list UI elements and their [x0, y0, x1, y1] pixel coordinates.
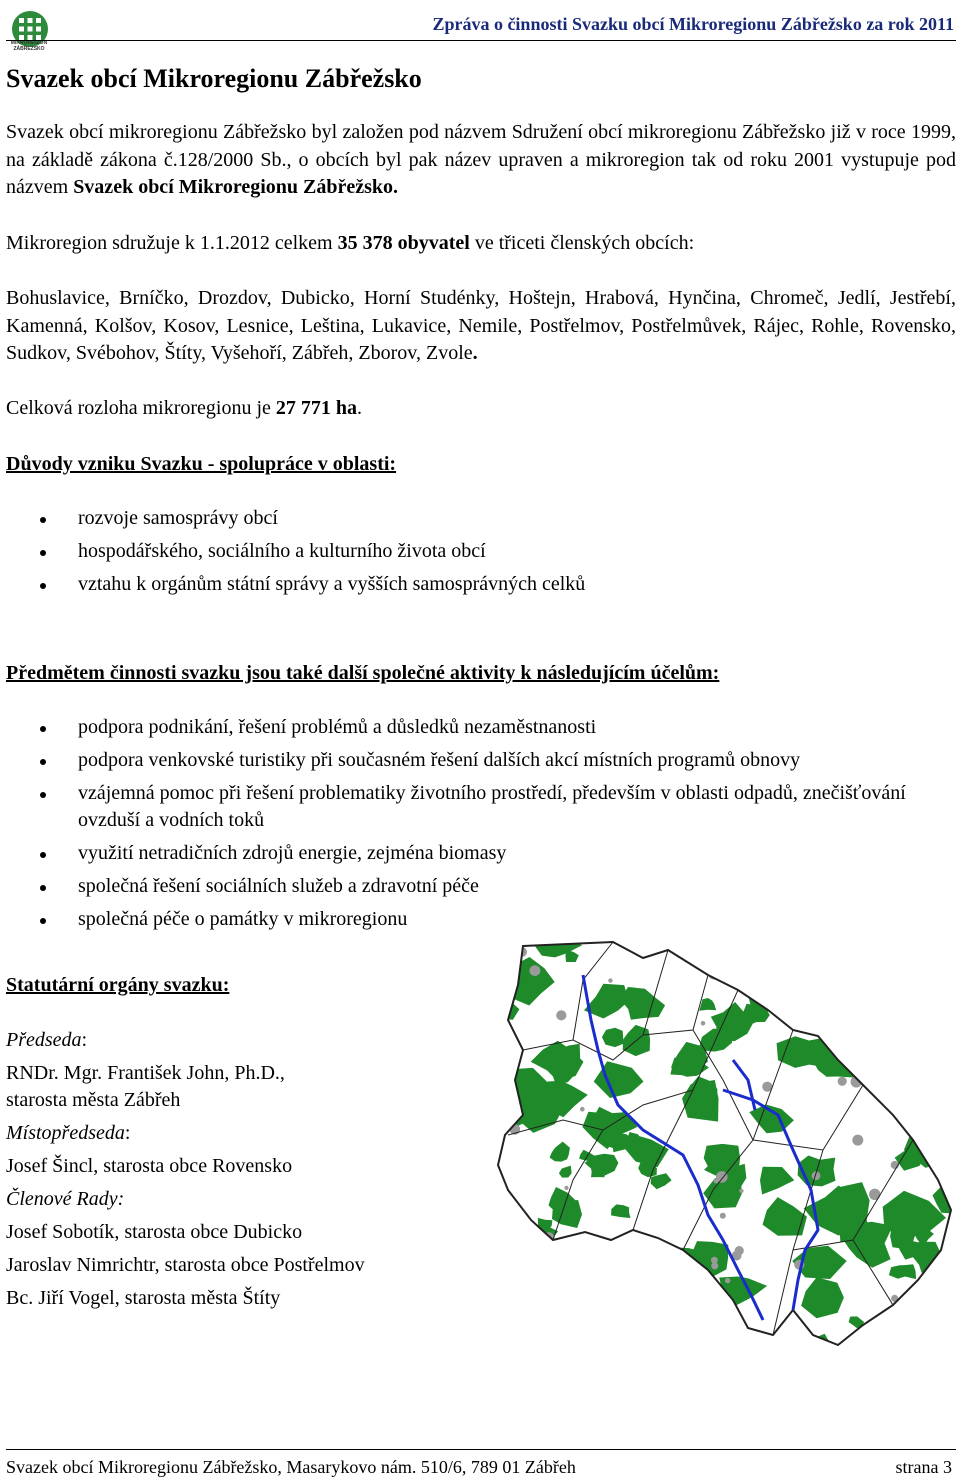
forest-patch [493, 1072, 508, 1086]
settlement-speck [921, 1334, 928, 1341]
settlement-speck [543, 1232, 554, 1243]
vice-name: Josef Šincl, starosta obce Rovensko [6, 1155, 293, 1177]
forest-patch [493, 1329, 506, 1350]
settlement-speck [545, 1253, 553, 1261]
list-item: hospodářského, sociálního a kulturního života obcí [0, 538, 950, 565]
members-population: 35 378 obyvatel [337, 232, 470, 254]
page-title: Svazek obcí Mikroregionu Zábřežsko [6, 64, 422, 93]
council-label: Členové Rady: [6, 1188, 125, 1210]
area-end: . [357, 397, 363, 419]
council-member: Bc. Jiří Vogel, starosta města Štíty [6, 1287, 281, 1309]
settlement-speck [564, 1186, 568, 1190]
forest-patch [559, 1336, 584, 1350]
forest-patch [771, 967, 790, 981]
reasons-heading: Důvody vzniku Svazku - spolupráce v oblasti: [6, 453, 397, 475]
forest-patch [493, 1115, 504, 1136]
statutory-heading: Statutární orgány svazku: [6, 974, 230, 996]
settlement-speck [739, 1189, 743, 1193]
forest-patch [904, 1025, 935, 1051]
villages-paragraph [6, 285, 956, 368]
intro-bold-name: Svazek obcí Mikroregionu Zábřežsko. [73, 176, 399, 198]
chair-label-line [6, 1027, 476, 1054]
members-suffix: ve třiceti členských obcích: [469, 232, 695, 254]
forest-patch [939, 1265, 955, 1278]
council-member: Jaroslav Nimrichtr, starosta obce Postřelmov [6, 1254, 365, 1276]
settlement-speck [701, 1021, 706, 1026]
forest-patch [680, 1297, 713, 1322]
members-paragraph [6, 230, 956, 258]
settlement-speck [849, 955, 855, 961]
forest-patch [592, 1246, 628, 1280]
settlement-speck [924, 1031, 934, 1041]
area-value: 27 771 ha [275, 397, 358, 419]
forest-patch [493, 1264, 523, 1310]
list-item: společná péče o památky v mikroregionu [0, 906, 950, 933]
forest-patch [889, 987, 914, 1002]
intro-paragraph [6, 119, 956, 202]
forest-patch [598, 1295, 633, 1326]
statutory-block [6, 1027, 476, 1312]
area-paragraph [6, 395, 956, 423]
logo-caption [8, 40, 50, 52]
forest-patch [615, 1255, 633, 1268]
list-item: podpora venkovské turistiky při současném řešení dalších akcí místních programů obnovy [0, 747, 950, 774]
reasons-list [0, 505, 950, 598]
area-prefix: Celková rozloha mikroregionu je [6, 397, 276, 419]
logo-text-line-2: ZÁBŘEŽSKO [13, 46, 45, 52]
list-item: vzájemná pomoc při řešení problematiky životního prostředí, především v oblasti odpadů, znečišťování ovzduší a vodních toků [0, 780, 950, 834]
forest-patch [818, 954, 877, 990]
intro-text: Svazek obcí mikroregionu Zábřežsko byl založen pod názvem Sdružení obcí mikroregionu Zábřežsko již v roce 1999, na základě zákona č.128/2000 Sb., o obcích byl pak název upraven a mikroregion tak od roku 2001 vystupuje pod názvem [6, 121, 956, 198]
forest-patch [761, 941, 779, 958]
header-divider [6, 40, 956, 41]
villages-list: Bohuslavice, Brníčko, Drozdov, Dubicko, Horní Studénky, Hoštejn, Hrabová, Hynčina, Chromeč, Jedlí, Jestřebí, Kamenná, Kolšov, Kosov, Lesnice, Leština, Lukavice, Nemile, Postřelmov, Postřelmůvek, Rájec, Rohle, Rovensko, Sudkov, Svébohov, Štíty, Vyšehoří, Zábřeh, Zborov, Zvole [6, 287, 956, 364]
chair-label: Předseda [6, 1029, 82, 1051]
logo-text-line-1: MIKROREGION [10, 40, 48, 46]
settlement-speck [571, 1293, 578, 1300]
forest-patch [833, 967, 857, 989]
forest-patch [733, 940, 790, 962]
region-map [493, 940, 955, 1350]
settlement-speck [869, 1189, 880, 1200]
forest-patch [798, 973, 815, 989]
forest-patch [734, 940, 760, 963]
settlement-speck [725, 1278, 730, 1283]
settlement-speck [714, 1179, 719, 1184]
members-prefix: Mikroregion sdružuje k 1.1.2012 celkem [6, 232, 338, 254]
forest-patch [883, 1023, 906, 1043]
forest-patch [932, 969, 951, 981]
forest-patch [909, 1045, 955, 1077]
forest-patch [903, 1321, 931, 1342]
page-number: strana 3 [895, 1457, 952, 1477]
forest-patch [842, 995, 879, 1026]
chair-colon: : [81, 1029, 88, 1051]
forest-patch [894, 1040, 919, 1057]
settlement-speck [530, 965, 541, 976]
vice-label-line [6, 1120, 476, 1147]
footer-address: Svazek obcí Mikroregionu Zábřežsko, Masarykovo nám. 510/6, 789 01 Zábřeh [6, 1457, 576, 1477]
settlement-speck [711, 1257, 718, 1264]
settlement-speck [852, 1135, 863, 1146]
list-item: vztahu k orgánům státní správy a vyšších samosprávných celků [0, 571, 950, 598]
forest-patch [493, 1186, 502, 1201]
list-item: společná řešení sociálních služeb a zdravotní péče [0, 873, 950, 900]
forest-patch [624, 1324, 643, 1336]
villages-end: . [472, 342, 478, 364]
forest-patch [564, 1241, 594, 1262]
list-item: rozvoje samosprávy obcí [0, 505, 950, 532]
report-header-title: Zpráva o činnosti Svazku obcí Mikroregionu Zábřežsko za rok 2011 [432, 14, 954, 34]
forest-patch [868, 1331, 884, 1348]
forest-patch [916, 1033, 932, 1051]
settlement-speck [838, 1077, 847, 1086]
forest-patch [605, 1322, 629, 1341]
list-item: podpora podnikání, řešení problémů a důsledků nezaměstnanosti [0, 714, 950, 741]
activities-list [0, 714, 950, 933]
settlement-speck [556, 1010, 566, 1020]
settlement-speck [503, 1085, 511, 1093]
vice-label: Místopředseda [6, 1122, 125, 1144]
settlement-speck [504, 1077, 510, 1083]
forest-patch [493, 1259, 509, 1271]
settlement-speck [508, 961, 520, 973]
forest-patch [898, 993, 933, 1031]
forest-patch [887, 1022, 923, 1052]
settlement-speck [674, 1258, 680, 1264]
vice-colon: : [124, 1122, 131, 1144]
footer-divider [6, 1449, 956, 1450]
list-item: využití netradičních zdrojů energie, zejména biomasy [0, 840, 950, 867]
forest-patch [913, 1320, 955, 1350]
activities-heading: Předmětem činnosti svazku jsou také další společné aktivity k následujícím účelům: [6, 662, 720, 684]
forest-patch [918, 1064, 952, 1089]
forest-patch [539, 1330, 553, 1344]
forest-patch [549, 1240, 564, 1254]
settlement-speck [720, 1213, 726, 1219]
forest-patch [939, 978, 955, 998]
forest-patch [665, 940, 678, 951]
settlement-speck [608, 978, 612, 982]
chair-name: RNDr. Mgr. František John, Ph.D., [6, 1062, 285, 1084]
settlement-speck [580, 1107, 585, 1112]
forest-patch [910, 1325, 948, 1348]
council-member: Josef Sobotík, starosta obce Dubicko [6, 1221, 303, 1243]
chair-role: starosta města Zábřeh [6, 1089, 181, 1111]
